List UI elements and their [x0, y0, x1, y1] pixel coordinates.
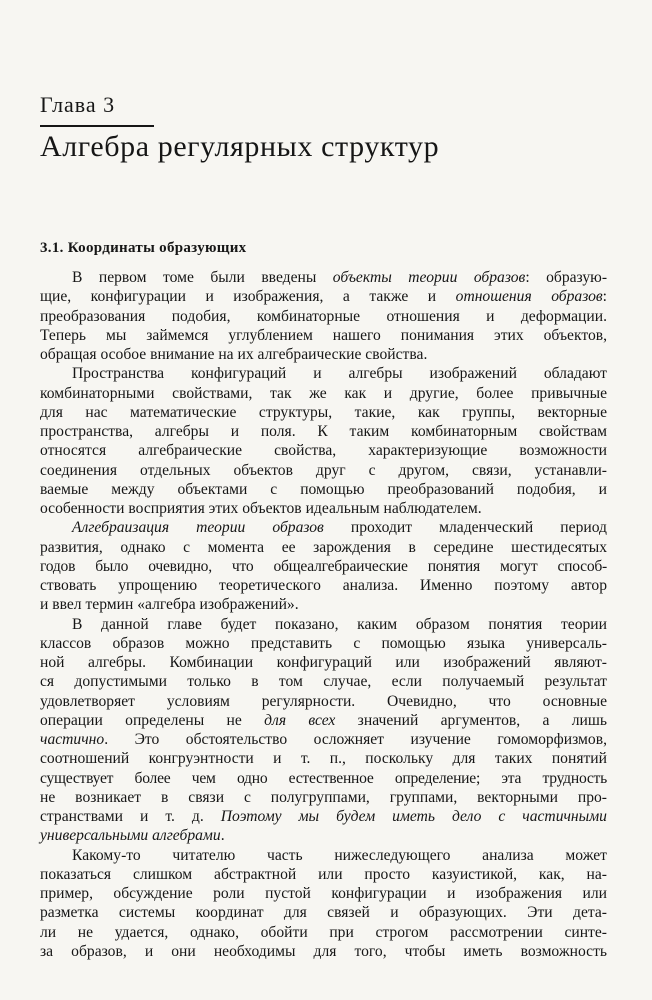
- text-line: особенности восприятия этих объектов идеальным наблюдателем.: [40, 500, 482, 517]
- text-line: показаться слишком абстрактной или просто казуистикой, как, на-: [40, 865, 607, 883]
- text-line: относятся алгебраические свойства, характеризующие возможности: [40, 442, 607, 460]
- text-line: В первом томе были введены объекты теории образов: образую-: [72, 269, 608, 286]
- chapter-rule: [40, 125, 154, 127]
- text-line: классов образов можно представить с помощью языка универсаль-: [40, 634, 607, 652]
- text-line: не возникает в связи с полугруппами, группами, векторными про-: [40, 788, 607, 806]
- text-line: ствовать упрощению теоретического анализа. Именно поэтому автор: [40, 577, 607, 594]
- text-line: ной алгебры. Комбинации конфигураций или изображений являют-: [40, 654, 607, 671]
- chapter-title: Алгебра регулярных структур: [40, 130, 440, 163]
- text-line: Теперь мы займемся углублением нашего понимания этих объектов,: [40, 326, 607, 344]
- text-line: Алгебраизация теории образов проходит младенческий период: [72, 519, 607, 537]
- text-line: преобразования подобия, комбинаторные отношения и деформации.: [40, 307, 607, 325]
- body-text: [40, 268, 607, 961]
- text-line: Пространства конфигураций и алгебры изображений обладают: [72, 365, 607, 383]
- paragraph-1: [40, 268, 607, 364]
- paragraph-3: [40, 518, 607, 614]
- text-line: пространства, алгебры и поля. К таким комбинаторным свойствам: [40, 423, 607, 440]
- text-line: универсальными алгебрами.: [40, 827, 225, 845]
- text-line: ваемые между объектами с помощью преобразований подобия, и: [40, 480, 607, 498]
- section-title: 3.1. Координаты образующих: [40, 240, 247, 256]
- paragraph-5: [40, 846, 607, 962]
- text-line: и ввел термин «алгебра изображений».: [40, 596, 299, 614]
- text-line: существует более чем одно естественное определение; эта трудность: [40, 769, 607, 787]
- text-line: удовлетворяет условиям регулярности. Очевидно, что основные: [40, 692, 607, 710]
- text-line: странствами и т. д. Поэтому мы будем иметь дело с частичными: [40, 808, 607, 825]
- text-line: ся допустимыми только в том случае, если получаемый результат: [40, 673, 607, 691]
- text-line: для нас математические структуры, такие, как группы, векторные: [40, 403, 607, 421]
- text-line: частично. Это обстоятельство осложняет изучение гомоморфизмов,: [40, 731, 607, 748]
- text-line: развития, однако с момента ее зарождения в середине шестидесятых: [40, 538, 607, 556]
- text-line: Какому-то читателю часть нижеследующего анализа может: [72, 846, 607, 864]
- text-line: щие, конфигурации и изображения, а также и отношения образов:: [40, 288, 608, 306]
- paragraph-4: [40, 615, 607, 846]
- text-line: комбинаторными свойствами, так же как и другие, более привычные: [40, 384, 607, 402]
- text-line: соединения отдельных объектов друг с другом, связи, устанавли-: [40, 461, 607, 479]
- chapter-label: Глава 3: [40, 92, 116, 117]
- text-line: обращая особое внимание на их алгебраические свойства.: [40, 346, 428, 363]
- text-line: пример, обсуждение роли пустой конфигурации и изображения или: [40, 885, 607, 902]
- text-line: разметка системы координат для связей и образующих. Эти дета-: [40, 904, 607, 922]
- text-line: В данной главе будет показано, каким образом понятия теории: [72, 615, 607, 633]
- text-line: соотношений конгруэнтности и т. п., поскольку для таких понятий: [40, 750, 607, 768]
- text-line: операции определены не для всех значений аргументов, а лишь: [40, 711, 607, 729]
- text-line: годов было очевидно, что общеалгебраические понятия могут способ-: [40, 557, 607, 575]
- paragraph-2: [40, 364, 607, 518]
- text-line: за образов, и они необходимы для того, чтобы иметь возможность: [40, 942, 607, 960]
- text-line: ли не удается, однако, обойти при строгом рассмотрении синте-: [40, 923, 607, 941]
